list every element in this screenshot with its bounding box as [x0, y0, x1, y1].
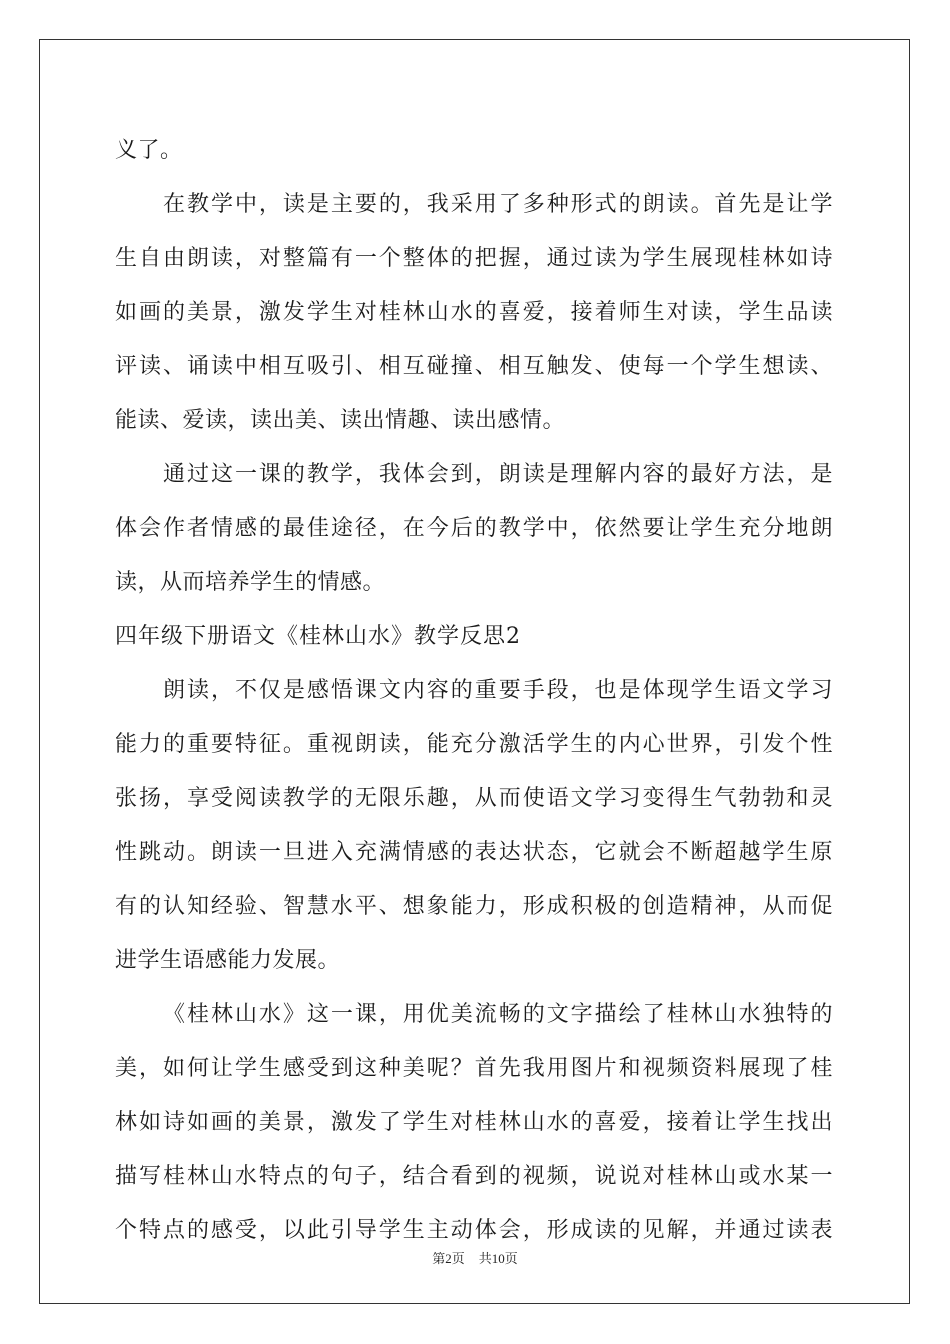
text-line: 描写桂林山水特点的句子，结合看到的视频，说说对桂林山或水某一 [115, 1164, 833, 1189]
page-number: 第2页 [432, 1251, 465, 1266]
document-body [115, 124, 833, 1258]
text-line: 能力的重要特征。重视朗读，能充分激活学生的内心世界，引发个性 [115, 732, 833, 757]
paragraph-first-line: 《桂林山水》这一课，用优美流畅的文字描绘了桂林山水独特的 [163, 1002, 833, 1027]
text-line: 有的认知经验、智慧水平、想象能力，形成积极的创造精神，从而促 [115, 894, 833, 919]
text-line: 义了。 [115, 138, 183, 163]
section-heading: 四年级下册语文《桂林山水》教学反思2 [115, 624, 521, 649]
text-line: 读，从而培养学生的情感。 [115, 570, 386, 595]
text-line: 张扬，享受阅读教学的无限乐趣，从而使语文学习变得生气勃勃和灵 [115, 786, 833, 811]
text-line: 如画的美景，激发学生对桂林山水的喜爱，接着师生对读，学生品读 [115, 300, 833, 325]
text-line: 性跳动。朗读一旦进入充满情感的表达状态，它就会不断超越学生原 [115, 840, 833, 865]
text-line: 评读、诵读中相互吸引、相互碰撞、相互触发、使每一个学生想读、 [115, 354, 833, 379]
text-line: 林如诗如画的美景，激发了学生对桂林山水的喜爱，接着让学生找出 [115, 1110, 833, 1135]
paragraph-first-line: 在教学中，读是主要的，我采用了多种形式的朗读。首先是让学 [163, 192, 833, 217]
page-footer [0, 1248, 950, 1267]
text-line: 进学生语感能力发展。 [115, 948, 341, 973]
paragraph-first-line: 通过这一课的教学，我体会到，朗读是理解内容的最好方法，是 [163, 462, 833, 487]
text-line: 美，如何让学生感受到这种美呢？首先我用图片和视频资料展现了桂 [115, 1056, 833, 1081]
text-line: 体会作者情感的最佳途径，在今后的教学中，依然要让学生充分地朗 [115, 516, 833, 541]
page-total: 共10页 [478, 1251, 518, 1266]
text-line: 生自由朗读，对整篇有一个整体的把握，通过读为学生展现桂林如诗 [115, 246, 833, 271]
text-line: 能读、爱读，读出美、读出情趣、读出感情。 [115, 408, 566, 433]
text-line: 个特点的感受，以此引导学生主动体会，形成读的见解，并通过读表 [115, 1218, 833, 1243]
paragraph-first-line: 朗读，不仅是感悟课文内容的重要手段，也是体现学生语文学习 [163, 678, 833, 703]
